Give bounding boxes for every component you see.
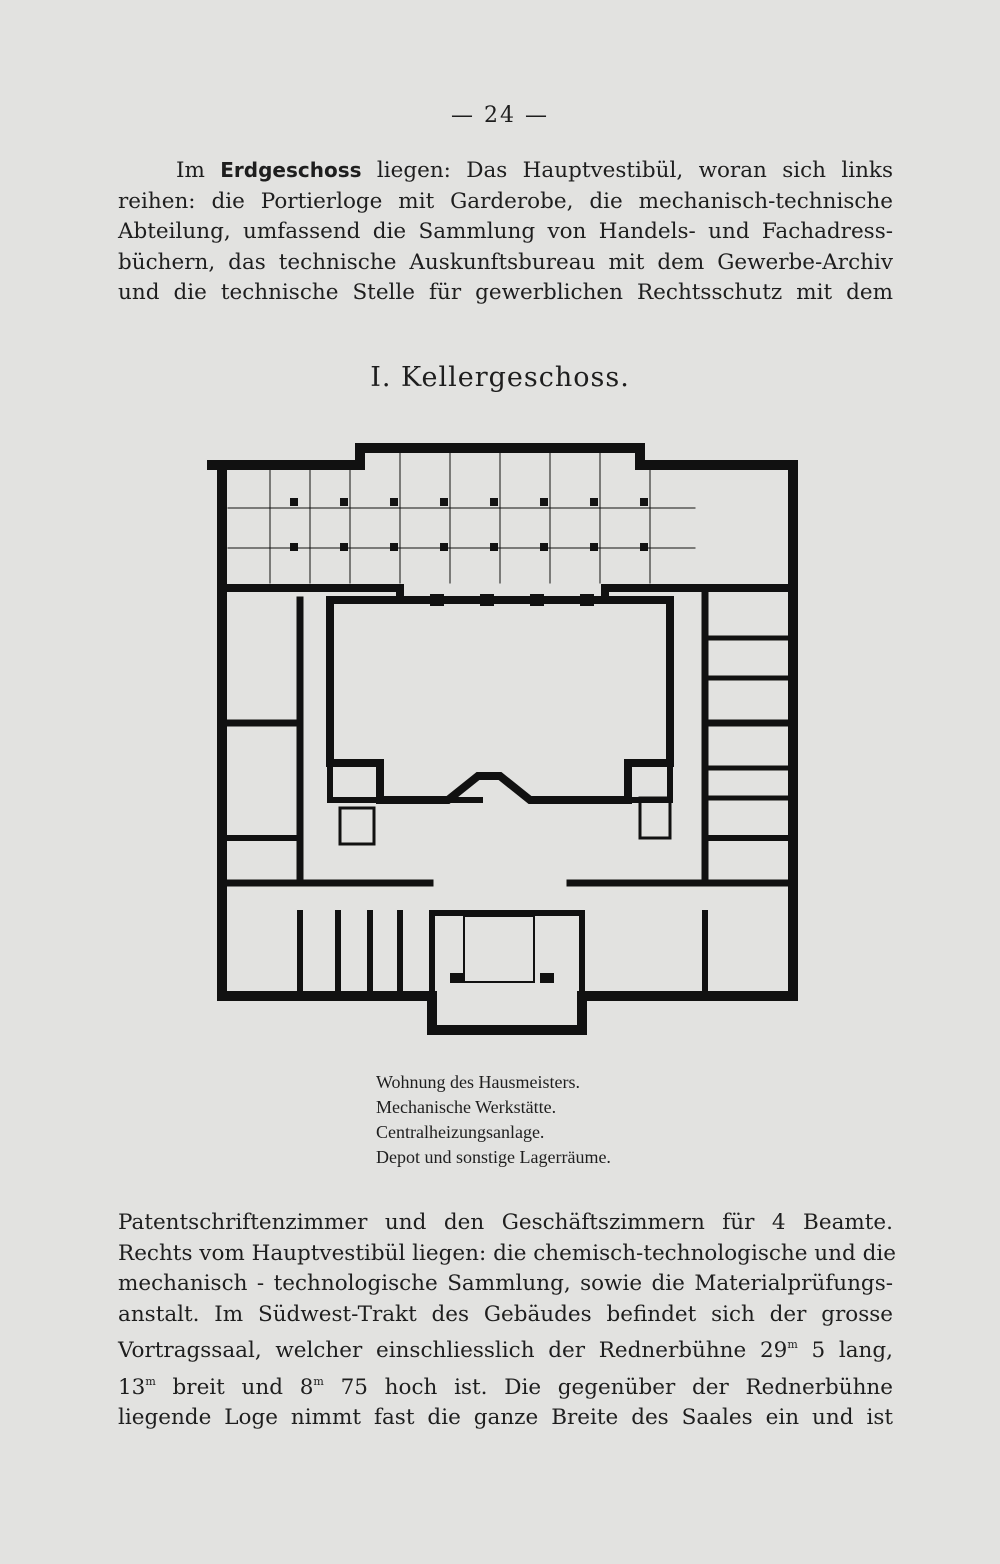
floor-plan-drawing	[200, 438, 810, 1038]
courtyard-wall	[330, 600, 670, 800]
paragraph-line: anstalt. Im Südwest-Trakt des Gebäudes befindet sich der grosse	[118, 1301, 893, 1327]
paragraph-line: Vortragssaal, welcher einschliesslich der Rednerbühne 29$^m$ 5 lang,	[118, 1338, 893, 1363]
staircase	[464, 916, 534, 982]
paragraph-line: Rechts vom Hauptvestibül liegen: die chemisch-technologische und die	[118, 1240, 896, 1266]
paragraph-line: Abteilung, umfassend die Sammlung von Handels- und Fachadress-	[118, 219, 893, 244]
staircase	[640, 798, 670, 838]
paragraph-line: mechanisch - technologische Sammlung, sowie die Materialprüfungs-	[118, 1271, 893, 1296]
paragraph-rechts	[118, 1208, 896, 1434]
paragraph-line: Im Erdgeschoss liegen: Das Hauptvestibül, woran sich links	[176, 158, 893, 183]
paragraph-line: und die technische Stelle für gewerblichen Rechtsschutz mit dem	[118, 280, 893, 305]
partition-wall	[705, 638, 790, 798]
legend-item: Mechanische Werkstätte.	[376, 1097, 557, 1117]
paragraph-line: liegende Loge nimmt fast die ganze Breite des Saales ein und ist	[118, 1405, 893, 1430]
plan-legend	[376, 1070, 706, 1170]
paragraph-erdgeschoss	[118, 155, 893, 309]
paragraph-line: reihen: die Portierloge mit Garderobe, die mechanisch-technische	[118, 188, 893, 214]
partition-wall	[300, 913, 705, 1030]
paragraph-line: 13$^m$ breit und 8$^m$ 75 hoch ist. Die gegenüber der Rednerbühne	[118, 1374, 894, 1400]
paragraph-line: büchern, das technische Auskunftsbureau mit dem Gewerbe-Archiv	[118, 249, 893, 275]
bold-term: Erdgeschoss	[220, 158, 362, 182]
vault-grid	[228, 453, 695, 583]
floor-plan-title: I. Kellergeschoss.	[370, 362, 630, 393]
legend-item: Depot und sonstige Lagerräume.	[376, 1147, 611, 1167]
page-number: — 24 —	[451, 103, 549, 128]
staircase	[340, 808, 374, 844]
legend-item: Centralheizungsanlage.	[376, 1122, 545, 1142]
paragraph-line: Patentschriftenzimmer und den Geschäftszimmern für 4 Beamte.	[118, 1210, 893, 1235]
legend-item: Wohnung des Hausmeisters.	[376, 1072, 581, 1092]
